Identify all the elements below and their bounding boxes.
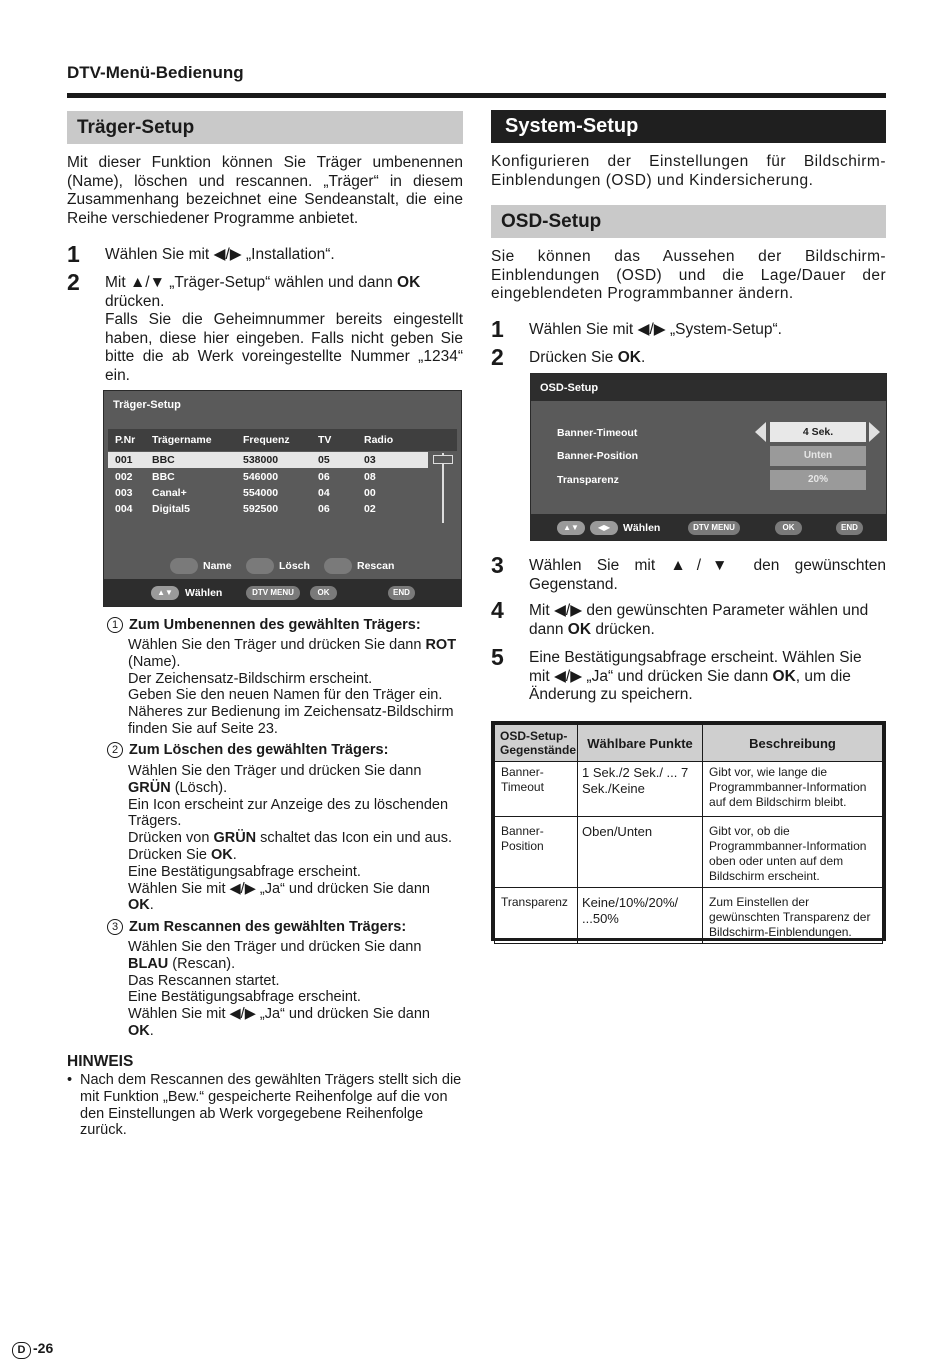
body-line: Der Zeichensatz-Bildschirm erscheint. <box>128 670 373 687</box>
body-line: Drücken von <box>128 830 214 847</box>
nav-select-label: Wählen <box>623 522 661 534</box>
table-cell: 002 <box>115 471 133 483</box>
sub-body-rename <box>128 637 463 738</box>
table-cell: Digital5 <box>152 503 190 515</box>
sub-body-delete <box>128 763 463 914</box>
body-bold: OK <box>128 897 150 914</box>
step-text-part: drücken. <box>591 620 655 638</box>
table-cell: 004 <box>115 503 133 515</box>
table-cell: BBC <box>152 471 175 483</box>
body-line: schaltet das Icon ein und aus. <box>256 830 453 847</box>
table-cell: 03 <box>364 454 376 466</box>
body-line: Wählen Sie mit ◀/▶ „Ja“ und drücken Sie dann <box>128 880 430 897</box>
dtv-menu-button[interactable]: DTV MENU <box>246 586 300 600</box>
step-text <box>529 602 886 639</box>
step-text-part: . <box>640 349 646 366</box>
green-button-oval[interactable] <box>246 558 274 574</box>
body-line: Das Rescannen startet. <box>128 972 280 989</box>
up-down-arrows-icon: ▲▼ <box>151 586 179 600</box>
step-number: 1 <box>491 316 504 342</box>
step-text-part: Eine Bestätigungsabfrage erscheint. Wählen Sie <box>529 649 862 666</box>
table-header: OSD-Setup-Gegenstände <box>495 725 578 762</box>
circled-number: 1 <box>107 617 123 633</box>
step-text-bold: OK <box>772 667 796 685</box>
system-setup-intro: Konfigurieren der Einstellungen für Bildschirm-Einblendungen (OSD) und Kindersicherung. <box>491 153 886 189</box>
column-header: P.Nr <box>115 434 136 446</box>
up-down-arrows-icon: ▲▼ <box>557 521 585 535</box>
step-text-part: mit ◀/▶ „Ja“ und drücken Sie dann <box>529 667 773 685</box>
step-text: Wählen Sie mit ◀/▶ „System-Setup“. <box>529 321 782 338</box>
osd-value-selected[interactable]: 4 Sek. <box>770 422 866 442</box>
step-text <box>529 557 886 594</box>
body-line: Näheres zur Bedienung im Zeichensatz-Bildschirm <box>128 704 454 721</box>
body-line: Wählen Sie den Träger und drücken Sie dann <box>128 637 426 653</box>
osd-table <box>494 724 883 944</box>
table-cell: 04 <box>318 487 330 499</box>
table-cell: 06 <box>318 503 330 515</box>
osd-value[interactable]: 20% <box>770 470 866 490</box>
step-text-part: Mit ▲/▼ „Träger-Setup“ wählen und dann <box>105 274 398 291</box>
sub-heading-text: Zum Umbenennen des gewählten Trägers: <box>129 617 421 633</box>
table-cell: 08 <box>364 471 376 483</box>
step-text-bold: OK <box>567 620 592 638</box>
arrow-left-icon[interactable] <box>755 422 766 442</box>
table-cell: BBC <box>152 454 175 466</box>
step-text-bold: OK <box>397 274 421 291</box>
osd-item-label: Banner-Position <box>557 450 639 462</box>
step-text-part: Drücken Sie <box>529 349 618 366</box>
ok-button[interactable]: OK <box>310 586 337 600</box>
sub-heading-text: Zum Löschen des gewählten Trägers: <box>129 742 389 758</box>
note-bullet: • <box>67 1072 73 1088</box>
sub-heading-rescan <box>107 918 406 936</box>
osd-table-frame <box>491 721 886 941</box>
body-line: Ein Icon erscheint zur Anzeige des zu löschenden <box>128 796 449 813</box>
step-text-part: Mit ◀/▶ den gewünschten Parameter wählen und <box>529 602 869 619</box>
osd-item-label: Banner-Timeout <box>557 427 638 439</box>
body-line: Wählen Sie den Träger und drücken Sie dann <box>128 939 422 955</box>
step-text-part: Wählen Sie mit ▲/▼ den gewünschten <box>529 557 886 574</box>
body-bold: BLAU <box>128 955 169 972</box>
column-header: Frequenz <box>243 434 290 446</box>
table-cell: Zum Einstellen der gewünschten Transparenz der Bildschirm-Einblendungen. <box>703 888 883 944</box>
screen-title: OSD-Setup <box>540 382 599 394</box>
blue-button-oval[interactable] <box>324 558 352 574</box>
body-line: (Name). <box>128 653 181 670</box>
page-header-title: DTV-Menü-Bedienung <box>67 63 244 82</box>
body-bold: GRÜN <box>213 830 257 847</box>
delete-button-label: Lösch <box>279 560 310 572</box>
table-cell: Gibt vor, ob die Programmbanner-Information oben oder unten auf dem Bildschirm erscheint. <box>703 817 883 888</box>
body-line: . <box>149 1022 154 1039</box>
end-button[interactable]: END <box>836 521 863 535</box>
body-line: Eine Bestätigungsabfrage erscheint. <box>128 989 361 1006</box>
osd-item-label: Transparenz <box>557 474 619 486</box>
ok-button[interactable]: OK <box>775 521 802 535</box>
step-text <box>529 649 886 705</box>
sub-heading-text: Zum Rescannen des gewählten Trägers: <box>129 919 407 935</box>
step-number: 2 <box>67 269 80 295</box>
dtv-menu-button[interactable]: DTV MENU <box>688 521 740 535</box>
table-cell: 1 Sek./2 Sek./ ... 7 Sek./Keine <box>578 762 703 817</box>
end-button[interactable]: END <box>388 586 415 600</box>
red-button-oval[interactable] <box>170 558 198 574</box>
step-number: 2 <box>491 344 504 370</box>
step-number: 1 <box>67 241 80 267</box>
table-cell: Banner-Position <box>495 817 578 888</box>
table-cell: 538000 <box>243 454 279 466</box>
table-row <box>495 888 883 944</box>
table-cell: 546000 <box>243 471 279 483</box>
body-bold: GRÜN <box>128 779 171 796</box>
page-footer <box>12 1340 53 1359</box>
table-cell: Transparenz <box>495 888 578 944</box>
table-cell: Banner-Timeout <box>495 762 578 817</box>
step-text <box>529 349 645 368</box>
step-text-part: Gegenstand. <box>529 575 618 593</box>
body-line: . <box>232 846 237 863</box>
table-header: Beschreibung <box>703 725 883 762</box>
body-line: Eine Bestätigungsabfrage erscheint. <box>128 863 361 880</box>
section-title-traeger-setup: Träger-Setup <box>67 111 463 144</box>
header-rule <box>67 93 886 98</box>
body-bold: OK <box>128 1022 150 1039</box>
section-title-system-setup: System-Setup <box>491 110 886 143</box>
table-cell: 554000 <box>243 487 279 499</box>
body-line: finden Sie auf Seite 23. <box>128 720 278 737</box>
scrollbar-thumb[interactable] <box>433 455 453 464</box>
note-text: Nach dem Rescannen des gewählten Trägers stellt sich die mit Funktion „Bew.“ gespeicherte Reihenfolge auf die von den Einstellungen ab Werk vorgegebene Reihenfolge zurück. <box>80 1072 462 1139</box>
circled-number: 2 <box>107 742 123 758</box>
table-header: Wählbare Punkte <box>578 725 703 762</box>
table-cell: Oben/Unten <box>578 817 703 888</box>
step-text <box>105 274 463 311</box>
sub-body-rescan <box>128 939 463 1040</box>
step-number: 4 <box>491 597 504 623</box>
osd-value[interactable]: Unten <box>770 446 866 466</box>
table-cell: 02 <box>364 503 376 515</box>
step-text: Wählen Sie mit ◀/▶ „Installation“. <box>105 246 335 263</box>
screen-title: Träger-Setup <box>113 399 181 411</box>
body-line: Geben Sie den neuen Namen für den Träger ein. <box>128 687 443 704</box>
section-title-osd-setup: OSD-Setup <box>491 205 886 238</box>
table-cell: 00 <box>364 487 376 499</box>
column-header: Radio <box>364 434 394 446</box>
step-extra-text: Falls Sie die Geheimnummer bereits eingestellt haben, diese hier eingeben. Falls nicht geben Sie bitte die ab Werk voreingestellte Nummer „1234“ ein. <box>105 311 463 384</box>
body-line: Trägers. <box>128 813 182 830</box>
traeger-setup-screen <box>103 390 462 607</box>
language-badge: D <box>12 1342 31 1359</box>
name-button-label: Name <box>203 560 232 572</box>
table-cell: 592500 <box>243 503 279 515</box>
left-right-arrows-icon: ◀▶ <box>590 521 618 535</box>
step-text-part: dann <box>529 620 568 638</box>
arrow-right-icon[interactable] <box>869 422 880 442</box>
body-bold: ROT <box>425 637 457 653</box>
table-cell: 001 <box>115 454 133 466</box>
step-number: 3 <box>491 552 504 578</box>
sub-heading-delete <box>107 741 388 759</box>
table-cell: Canal+ <box>152 487 187 499</box>
table-cell: 05 <box>318 454 330 466</box>
table-cell: Gibt vor, wie lange die Programmbanner-Information auf dem Bildschirm bleibt. <box>703 762 883 817</box>
step-text-bold: OK <box>617 349 641 366</box>
body-line: (Lösch). <box>170 779 228 796</box>
body-line: Wählen Sie den Träger und drücken Sie dann <box>128 763 422 779</box>
osd-setup-screen <box>530 373 887 541</box>
traeger-intro: Mit dieser Funktion können Sie Träger umbenennen (Name), löschen und rescannen. „Träger“ in diesem Zusammenhang bezeichnet eine Sendeanstalt, die eine Reihe verschiedener Programme anbietet. <box>67 154 463 227</box>
column-header: TV <box>318 434 332 446</box>
table-cell: Keine/10%/20%/ ...50% <box>578 888 703 944</box>
page-number: -26 <box>33 1340 54 1356</box>
body-line: (Rescan). <box>168 955 236 972</box>
step-text-part: drücken. <box>105 292 165 310</box>
body-line: Wählen Sie mit ◀/▶ „Ja“ und drücken Sie dann <box>128 1006 430 1023</box>
nav-select-label: Wählen <box>185 587 223 599</box>
table-cell: 06 <box>318 471 330 483</box>
circled-number: 3 <box>107 919 123 935</box>
step-text-part: Änderung zu speichern. <box>529 686 693 703</box>
table-cell: 003 <box>115 487 133 499</box>
column-header: Trägername <box>152 434 212 446</box>
rescan-button-label: Rescan <box>357 560 395 572</box>
body-line: Drücken Sie <box>128 846 212 863</box>
table-row <box>495 817 883 888</box>
body-line: . <box>149 897 154 914</box>
step-number: 5 <box>491 644 504 670</box>
table-row <box>495 762 883 817</box>
step-text-part: , um die <box>795 667 851 685</box>
osd-setup-intro: Sie können das Aussehen der Bildschirm-Einblendungen (OSD) und die Lage/Dauer der eingeblendeten Programmbanner ändern. <box>491 248 886 302</box>
note-title: HINWEIS <box>67 1053 134 1070</box>
body-bold: OK <box>211 846 233 863</box>
sub-heading-rename <box>107 616 421 634</box>
